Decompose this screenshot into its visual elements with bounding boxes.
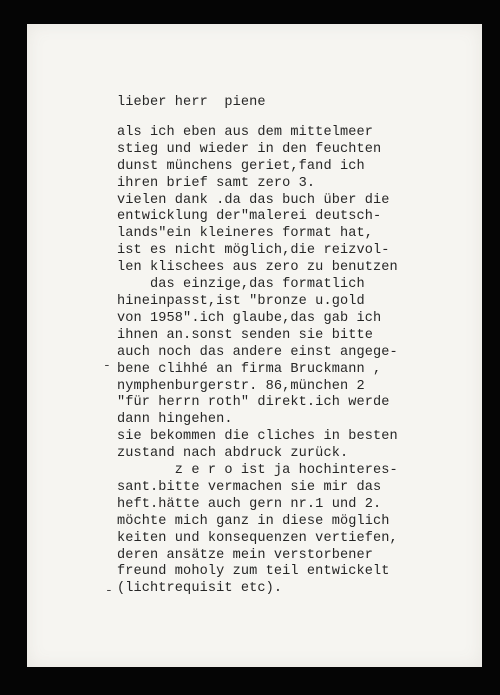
letter-line: zustand nach abdruck zurück. [117, 446, 349, 462]
letter-line: von 1958".ich glaube,das gab ich [117, 310, 382, 326]
letter-line: len klischees aus zero zu benutzen [117, 260, 398, 276]
letter-line: heft.hätte auch gern nr.1 und 2. [117, 496, 382, 512]
letter-line: hineinpasst,ist "bronze u.gold [117, 293, 365, 309]
letter-line: ihren brief samt zero 3. [117, 175, 316, 191]
letter-line: freund moholy zum teil entwickelt [117, 564, 390, 580]
letter-line: dann hingehen. [117, 412, 233, 428]
letter-line: "für herrn roth" direkt.ich werde [117, 395, 390, 411]
letter-line: ihnen an.sonst senden sie bitte [117, 327, 373, 343]
letter-greeting: lieber herr piene [117, 95, 266, 110]
letter-line: ist es nicht möglich,die reizvol- [117, 243, 390, 259]
letter-line: z e r o ist ja hochinteres- [117, 463, 398, 479]
letter-line: stieg und wieder in den feuchten [117, 141, 382, 157]
letter-line: sant.bitte vermachen sie mir das [117, 479, 382, 495]
letter-line: lands"ein kleineres format hat, [117, 226, 373, 242]
letter-line: das einzige,das formatlich [117, 277, 365, 293]
margin-dash-mark: - [103, 358, 111, 373]
margin-dash-mark: - [105, 583, 113, 598]
letter-line: sie bekommen die cliches in besten [117, 429, 398, 445]
letter-line: (lichtrequisit etc). [117, 581, 283, 597]
letter-line: als ich eben aus dem mittelmeer [117, 124, 373, 140]
letter-text [117, 125, 487, 598]
letter-line: nymphenburgerstr. 86,münchen 2 [117, 378, 365, 394]
letter-line: bene clihhé an firma Bruckmann , [117, 361, 382, 377]
letter-line: deren ansätze mein verstorbener [117, 547, 373, 563]
letter-body [117, 95, 487, 598]
letter-line: entwicklung der"malerei deutsch- [117, 209, 382, 225]
letter-line: vielen dank .da das buch über die [117, 192, 390, 208]
letter-line: möchte mich ganz in diese möglich [117, 513, 390, 529]
letter-line: dunst münchens geriet,fand ich [117, 158, 365, 174]
letter-line: auch noch das andere einst angege- [117, 344, 398, 360]
letter-line: keiten und konsequenzen vertiefen, [117, 530, 398, 546]
